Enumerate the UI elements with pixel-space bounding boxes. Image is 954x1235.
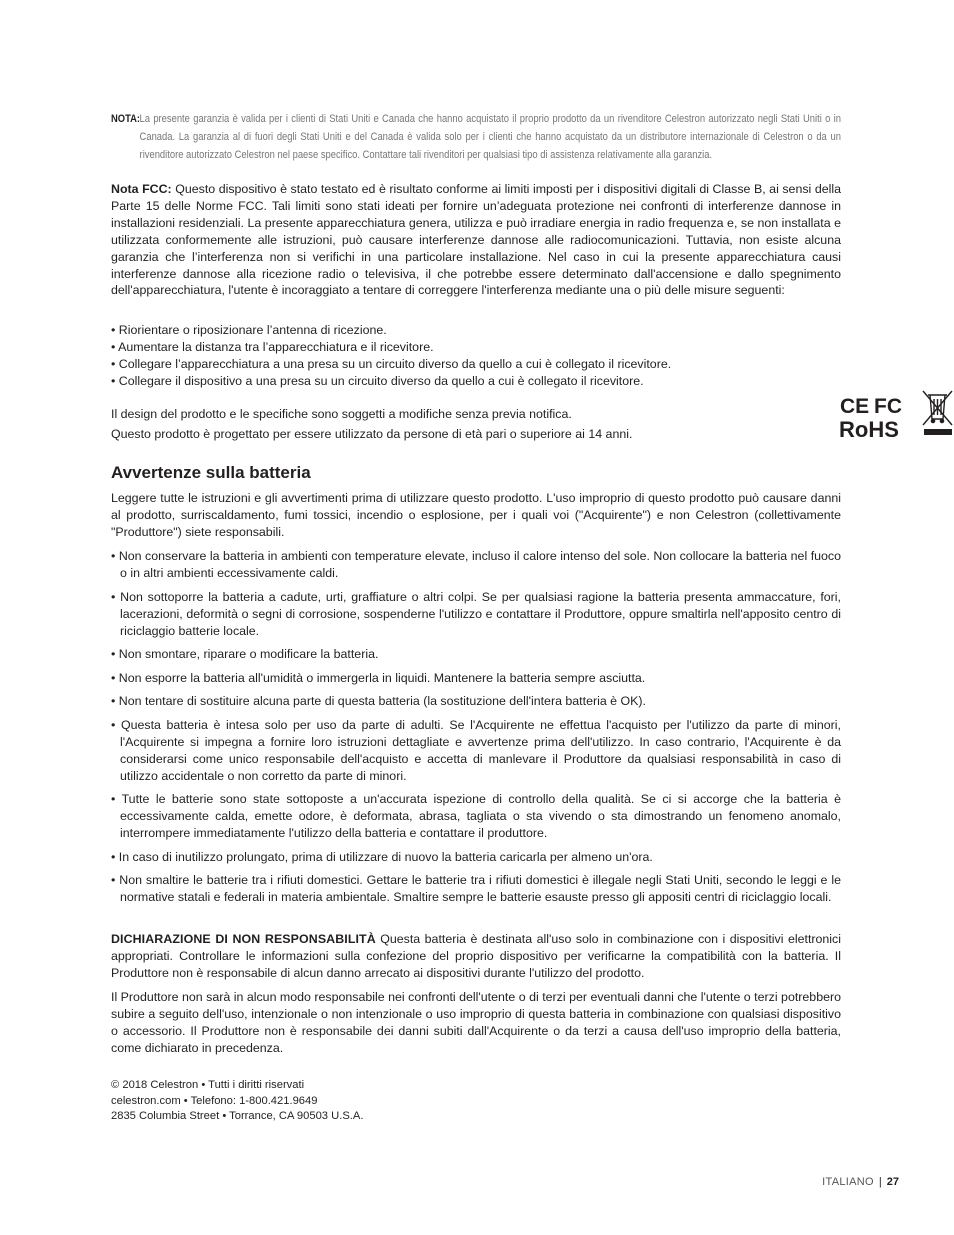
weee-bar-icon: [924, 429, 952, 435]
compliance-marks: [837, 389, 953, 441]
weee-bin-icon: [923, 391, 952, 425]
ce-mark-icon: CE: [840, 395, 870, 418]
list-item: • Non smaltire le batterie tra i rifiuti domestici. Gettare le batterie tra i rifiuti domestici è illegale negli Stati Uniti, secondo le leggi e le normative statali e federali in materia ambientale. Smaltire sempre le batterie esauste presso gli appositi centri di riciclaggio locali.: [111, 873, 841, 904]
list-item: • Non smontare, riparare o modificare la batteria.: [111, 647, 379, 661]
battery-intro: [111, 490, 841, 541]
list-item: • Aumentare la distanza tra l’apparecchiatura e il ricevitore.: [111, 340, 434, 354]
warranty-note: [111, 110, 841, 164]
list-item: • Non sottoporre la batteria a cadute, urti, graffiature o altri colpi. Se per qualsiasi ragione la batteria presenta ammaccature, fori, lacerazioni, deformità o segni di corrosione, sospenderne l'utilizzo e contattare il Produttore, oppure smaltirla nell'apposito centro di riciclaggio batterie locale.: [111, 589, 841, 638]
fcc-mark-icon: FC: [874, 395, 902, 418]
battery-section-title: Avvertenze sulla batteria: [111, 463, 311, 482]
footer-address: 2835 Columbia Street • Torrance, CA 90503 U.S.A.: [111, 1110, 364, 1122]
battery-intro-text: Leggere tutte le istruzioni e gli avvertimenti prima di utilizzare questo prodotto. L'uso improprio di questo prodotto può causare danni al prodotto, surriscaldamento, fumi tossici, incendio o esplosione, per i quali voi ("Acquirente") e non Celestron (collettivamente "Produttore") siete responsabili.: [111, 491, 841, 539]
footer-contact: [111, 1078, 511, 1125]
list-item: • Riorientare o riposizionare l’antenna di ricezione.: [111, 323, 387, 337]
list-item: • Non conservare la batteria in ambienti con temperature elevate, incluso il calore intenso del sole. Non collocare la batteria nel fuoco o in altri ambienti eccessivamente caldi.: [111, 549, 841, 580]
list-item: • Tutte le batterie sono state sottoposte a un'accurata ispezione di controllo della qualità. Se ci si accorge che la batteria è eccessivamente calda, emette odore, è deformata, abrasa, tagliata o sta vivendo o sta dimostrando un fenomeno anomalo, interrompere immediatamente l'utilizzo della batteria e contattare il produttore.: [111, 792, 841, 840]
warranty-note-text: La presente garanzia è valida per i clienti di Stati Uniti e Canada che hanno acquistato il proprio prodotto da un rivenditore Celestron autorizzato negli Stati Uniti o in Canada. La garanzia al di fuori degli Stati Uniti e del Canada è valida solo per i clienti che hanno acquistato da un distributore internazionale di Celestron o da un rivenditore autorizzato Celestron nel paese specifico. Contattare tali rivenditori per qualsiasi tipo di assistenza relativamente alla garanzia.: [139, 113, 841, 161]
fcc-measures-list: [111, 322, 841, 390]
rohs-mark-icon: RoHS: [839, 417, 899, 441]
age-notice-line: Questo prodotto è progettato per essere utilizzato da persone di età pari o superiore ai 14 anni.: [111, 427, 633, 441]
page-separator: |: [878, 1176, 882, 1188]
page-number: [822, 1176, 899, 1188]
fcc-note: [111, 181, 841, 299]
fcc-note-label: Nota FCC:: [111, 182, 172, 196]
battery-warnings-list: [111, 548, 841, 913]
list-item: • Non esporre la batteria all'umidità o immergerla in liquidi. Mantenere la batteria sempre asciutta.: [111, 670, 646, 685]
page-language: ITALIANO: [822, 1176, 874, 1188]
list-item: • Collegare il dispositivo a una presa su un circuito diverso da quello a cui è collegato il ricevitore.: [111, 374, 644, 388]
liability-text: Il Produttore non sarà in alcun modo responsabile nei confronti dell'utente o di terzi per eventuali danni che l'utente o terzi potrebbero subire a seguito dell'uso, intenzionale o non intenzionale o uso improprio di questa batteria in combinazione con qualsiasi dispositivo o accessorio. Il Produttore non è responsabile dei danni subiti dall'Acquirente o da terzi a causa dell'uso improprio della batteria, come dichiarato in precedenza.: [111, 990, 841, 1055]
footer-contact-line: celestron.com • Telefono: 1-800.421.9649: [111, 1094, 318, 1107]
list-item: • In caso di inutilizzo prolungato, prima di utilizzare di nuovo la batteria caricarla per almeno un'ora.: [111, 849, 653, 864]
design-notice-line: Il design del prodotto e le specifiche sono soggetti a modifiche senza previa notifica.: [111, 407, 572, 421]
warranty-note-label: NOTA:: [111, 113, 141, 125]
liability-paragraph: [111, 989, 841, 1057]
list-item: • Collegare l’apparecchiatura a una presa su un circuito diverso da quello a cui è collegato il ricevitore.: [111, 357, 672, 371]
disclaimer: [111, 931, 841, 982]
disclaimer-text: Questa batteria è destinata all'uso solo in combinazione con i dispositivi elettronici appropriati. Controllare le informazioni sulla confezione del proprio dispositivo per verificarne la compatibilità con la batteria. Il Produttore non è responsabile di alcun danno arrecato ai dispositivi durante l'utilizzo del prodotto.: [111, 932, 841, 980]
page-number-value: 27: [886, 1176, 899, 1188]
fcc-note-text: Questo dispositivo è stato testato ed è risultato conforme ai limiti imposti per i dispositivi digitali di Classe B, ai sensi della Parte 15 delle Norme FCC. Tali limiti sono stati ideati per fornire un’adeguata protezione nei confronti di interferenze dannose in installazioni residenziali. La presente apparecchiatura genera, utilizza e può irradiare energia in radio frequenza e, se non installata e utilizzata conformemente alle istruzioni, può causare interferenze dannose alle radiocomunicazioni. Tuttavia, non esiste alcuna garanzia che l’interferenza non si verifichi in una particolare installazione. Nel caso in cui la presente apparecchiatura causi interferenze dannose alla ricezione radio o televisiva, il che potrebbe essere determinato dall'accensione e dallo spegnimento dell'apparecchiatura, l'utente è incoraggiato a tentare di correggere l'interferenza mediante una o più delle misure seguenti:: [111, 182, 841, 298]
list-item: • Non tentare di sostituire alcuna parte di questa batteria (la sostituzione dell'intera batteria è OK).: [111, 694, 646, 708]
list-item: • Questa batteria è intesa solo per uso da parte di adulti. Se l'Acquirente ne effettua l'acquisto per l'utilizzo da parte di minori, l'Acquirente si impegna a fornire loro istruzioni dettagliate e avvertenze prima dell'utilizzo. In caso contrario, l'Acquirente è da considerarsi come unico responsabile dell'acquisto e accetta di manlevare il Produttore da qualsiasi responsabilità in caso di utilizzo accidentale o non corretto da parte di minori.: [111, 717, 841, 783]
footer-copyright: © 2018 Celestron • Tutti i diritti riservati: [111, 1079, 305, 1091]
disclaimer-label: DICHIARAZIONE DI NON RESPONSABILITÀ: [111, 932, 376, 946]
design-notice: [111, 404, 711, 444]
